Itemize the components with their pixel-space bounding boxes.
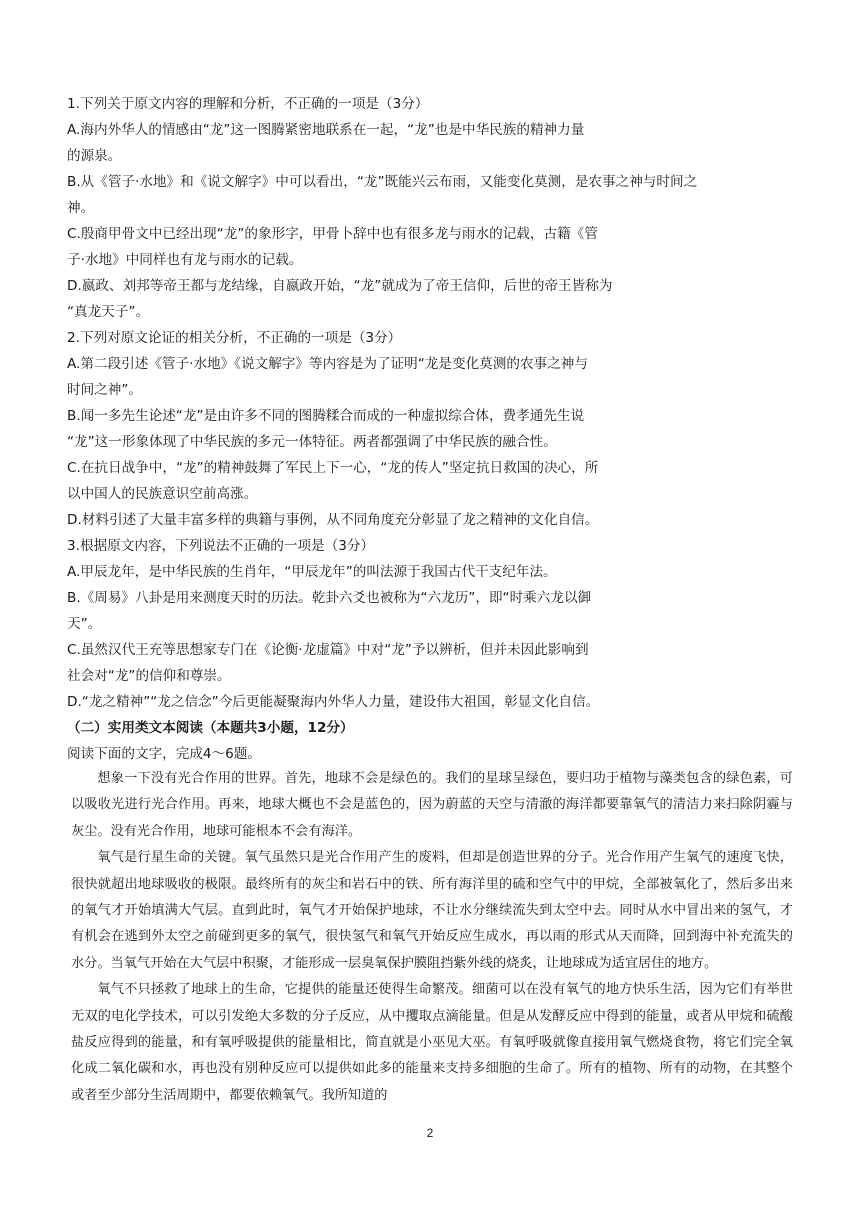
q1-option-d: D.嬴政、刘邦等帝王都与龙结缘，自嬴政开始，“龙”就成为了帝王信仰，后世的帝王皆称为	[67, 278, 613, 294]
q2-option-c: C.在抗日战争中，“龙”的精神鼓舞了军民上下一心，“龙的传人”坚定抗日救国的决心，所	[67, 460, 599, 476]
q1-option-a: A.海内外华人的情感由“龙”这一图腾紧密地联系在一起，“龙”也是中华民族的精神力量	[67, 122, 585, 138]
q3-option-a: A.甲辰龙年，是中华民族的生肖年，“甲辰龙年”的叫法源于我国古代干支纪年法。	[67, 564, 557, 580]
question-3-stem: 3.根据原文内容，下列说法不正确的一项是（3分）	[67, 538, 375, 554]
q3-option-b-cont: 天”。	[67, 616, 102, 632]
question-2-stem: 2.下列对原文论证的相关分析，不正确的一项是（3分）	[67, 330, 402, 346]
q1-option-a-cont: 的源泉。	[67, 148, 122, 164]
passage-paragraph-2: 氧气是行星生命的关键。氧气虽然只是光合作用产生的废料，但却是创造世界的分子。光合作用产生氧气的速度飞快，很快就超出地球吸收的极限。最终所有的灰尘和岩石中的铁、所有海洋里的硫和空气中的甲烷，全部被氧化了，然后多出来的氧气才开始填满大气层。直到此时，氧气才开始保护地球，不让水分继续流失到太空中去。同时从水中冒出来的氢气，才有机会在逃到外太空之前碰到更多的氧气，很快氢气和氧气开始反应生成水，再以雨的形式从天而降，回到海中补充流失的水分。当氧气开始在大气层中积聚，才能形成一层臭氧保护膜阻挡紫外线的烧炙，让地球成为适宜居住的地方。	[71, 850, 793, 971]
q3-option-c: C.虽然汉代王充等思想家专门在《论衡·龙虚篇》中对“龙”予以辨析，但并未因此影响到	[67, 642, 589, 658]
reading-passage	[71, 766, 793, 1109]
q2-option-a: A.第二段引述《管子·水地》《说文解字》等内容是为了证明“龙是变化莫测的农事之神与	[67, 356, 588, 372]
page-number: 2	[426, 1126, 434, 1140]
q3-option-b: B.《周易》八卦是用来测度天时的历法。乾卦六爻也被称为“六龙历”，即“时乘六龙以御	[67, 590, 592, 606]
section-heading: （二）实用类文本阅读（本题共3小题，12分）	[67, 720, 354, 736]
passage-paragraph-1: 想象一下没有光合作用的世界。首先，地球不会是绿色的。我们的星球呈绿色，要归功于植物与藻类包含的绿色素，可以吸收光进行光合作用。再来，地球大概也不会是蓝色的，因为蔚蓝的天空与清澈的海洋都要靠氧气的清洁力来扫除阴霾与灰尘。没有光合作用，地球可能根本不会有海洋。	[71, 771, 793, 839]
q1-option-c: C.殷商甲骨文中已经出现“龙”的象形字，甲骨卜辞中也有很多龙与雨水的记载，古籍《管	[67, 226, 598, 242]
q3-option-d: D.“龙之精神”“龙之信念”今后更能凝聚海内外华人力量，建设伟大祖国，彰显文化自信。	[67, 694, 600, 710]
q1-option-b-cont: 神。	[67, 200, 95, 216]
q2-option-d: D.材料引述了大量丰富多样的典籍与事例，从不同角度充分彰显了龙之精神的文化自信。	[67, 512, 599, 528]
q2-option-b-cont: “龙”这一形象体现了中华民族的多元一体特征。两者都强调了中华民族的融合性。	[67, 434, 557, 450]
q1-option-b: B.从《管子·水地》和《说文解字》中可以看出，“龙”既能兴云布雨，又能变化莫测，是农事之神与时间之	[67, 174, 698, 190]
passage-paragraph-3: 氧气不只拯救了地球上的生命，它提供的能量还使得生命繁茂。细菌可以在没有氧气的地方快乐生活，因为它们有举世无双的电化学技术，可以引发绝大多数的分子反应，从中攫取点滴能量。但是从发酵反应中得到的能量，或者从甲烷和硫酸盐反应得到的能量，和有氧呼吸提供的能量相比，简直就是小巫见大巫。有氧呼吸就像直接用氧气燃烧食物，将它们完全氧化成二氧化碳和水，再也没有别种反应可以提供如此多的能量来支持多细胞的生命了。所有的植物、所有的动物，在其整个或者至少部分生活周期中，都要依赖氧气。我所知道的	[71, 982, 793, 1103]
q2-option-a-cont: 时间之神”。	[67, 382, 143, 398]
q2-option-b: B.闻一多先生论述“龙”是由许多不同的图腾糅合而成的一种虚拟综合体，费孝通先生说	[67, 408, 585, 424]
q1-option-c-cont: 子·水地》中同样也有龙与雨水的记载。	[67, 252, 303, 268]
q3-option-c-cont: 社会对“龙”的信仰和尊崇。	[67, 668, 231, 684]
question-1-stem: 1.下列关于原文内容的理解和分析，不正确的一项是（3分）	[67, 96, 429, 112]
q2-option-c-cont: 以中国人的民族意识空前高涨。	[67, 486, 258, 502]
q1-option-d-cont: “真龙天子”。	[67, 304, 150, 320]
reading-instruction: 阅读下面的文字，完成4～6题。	[67, 746, 262, 762]
